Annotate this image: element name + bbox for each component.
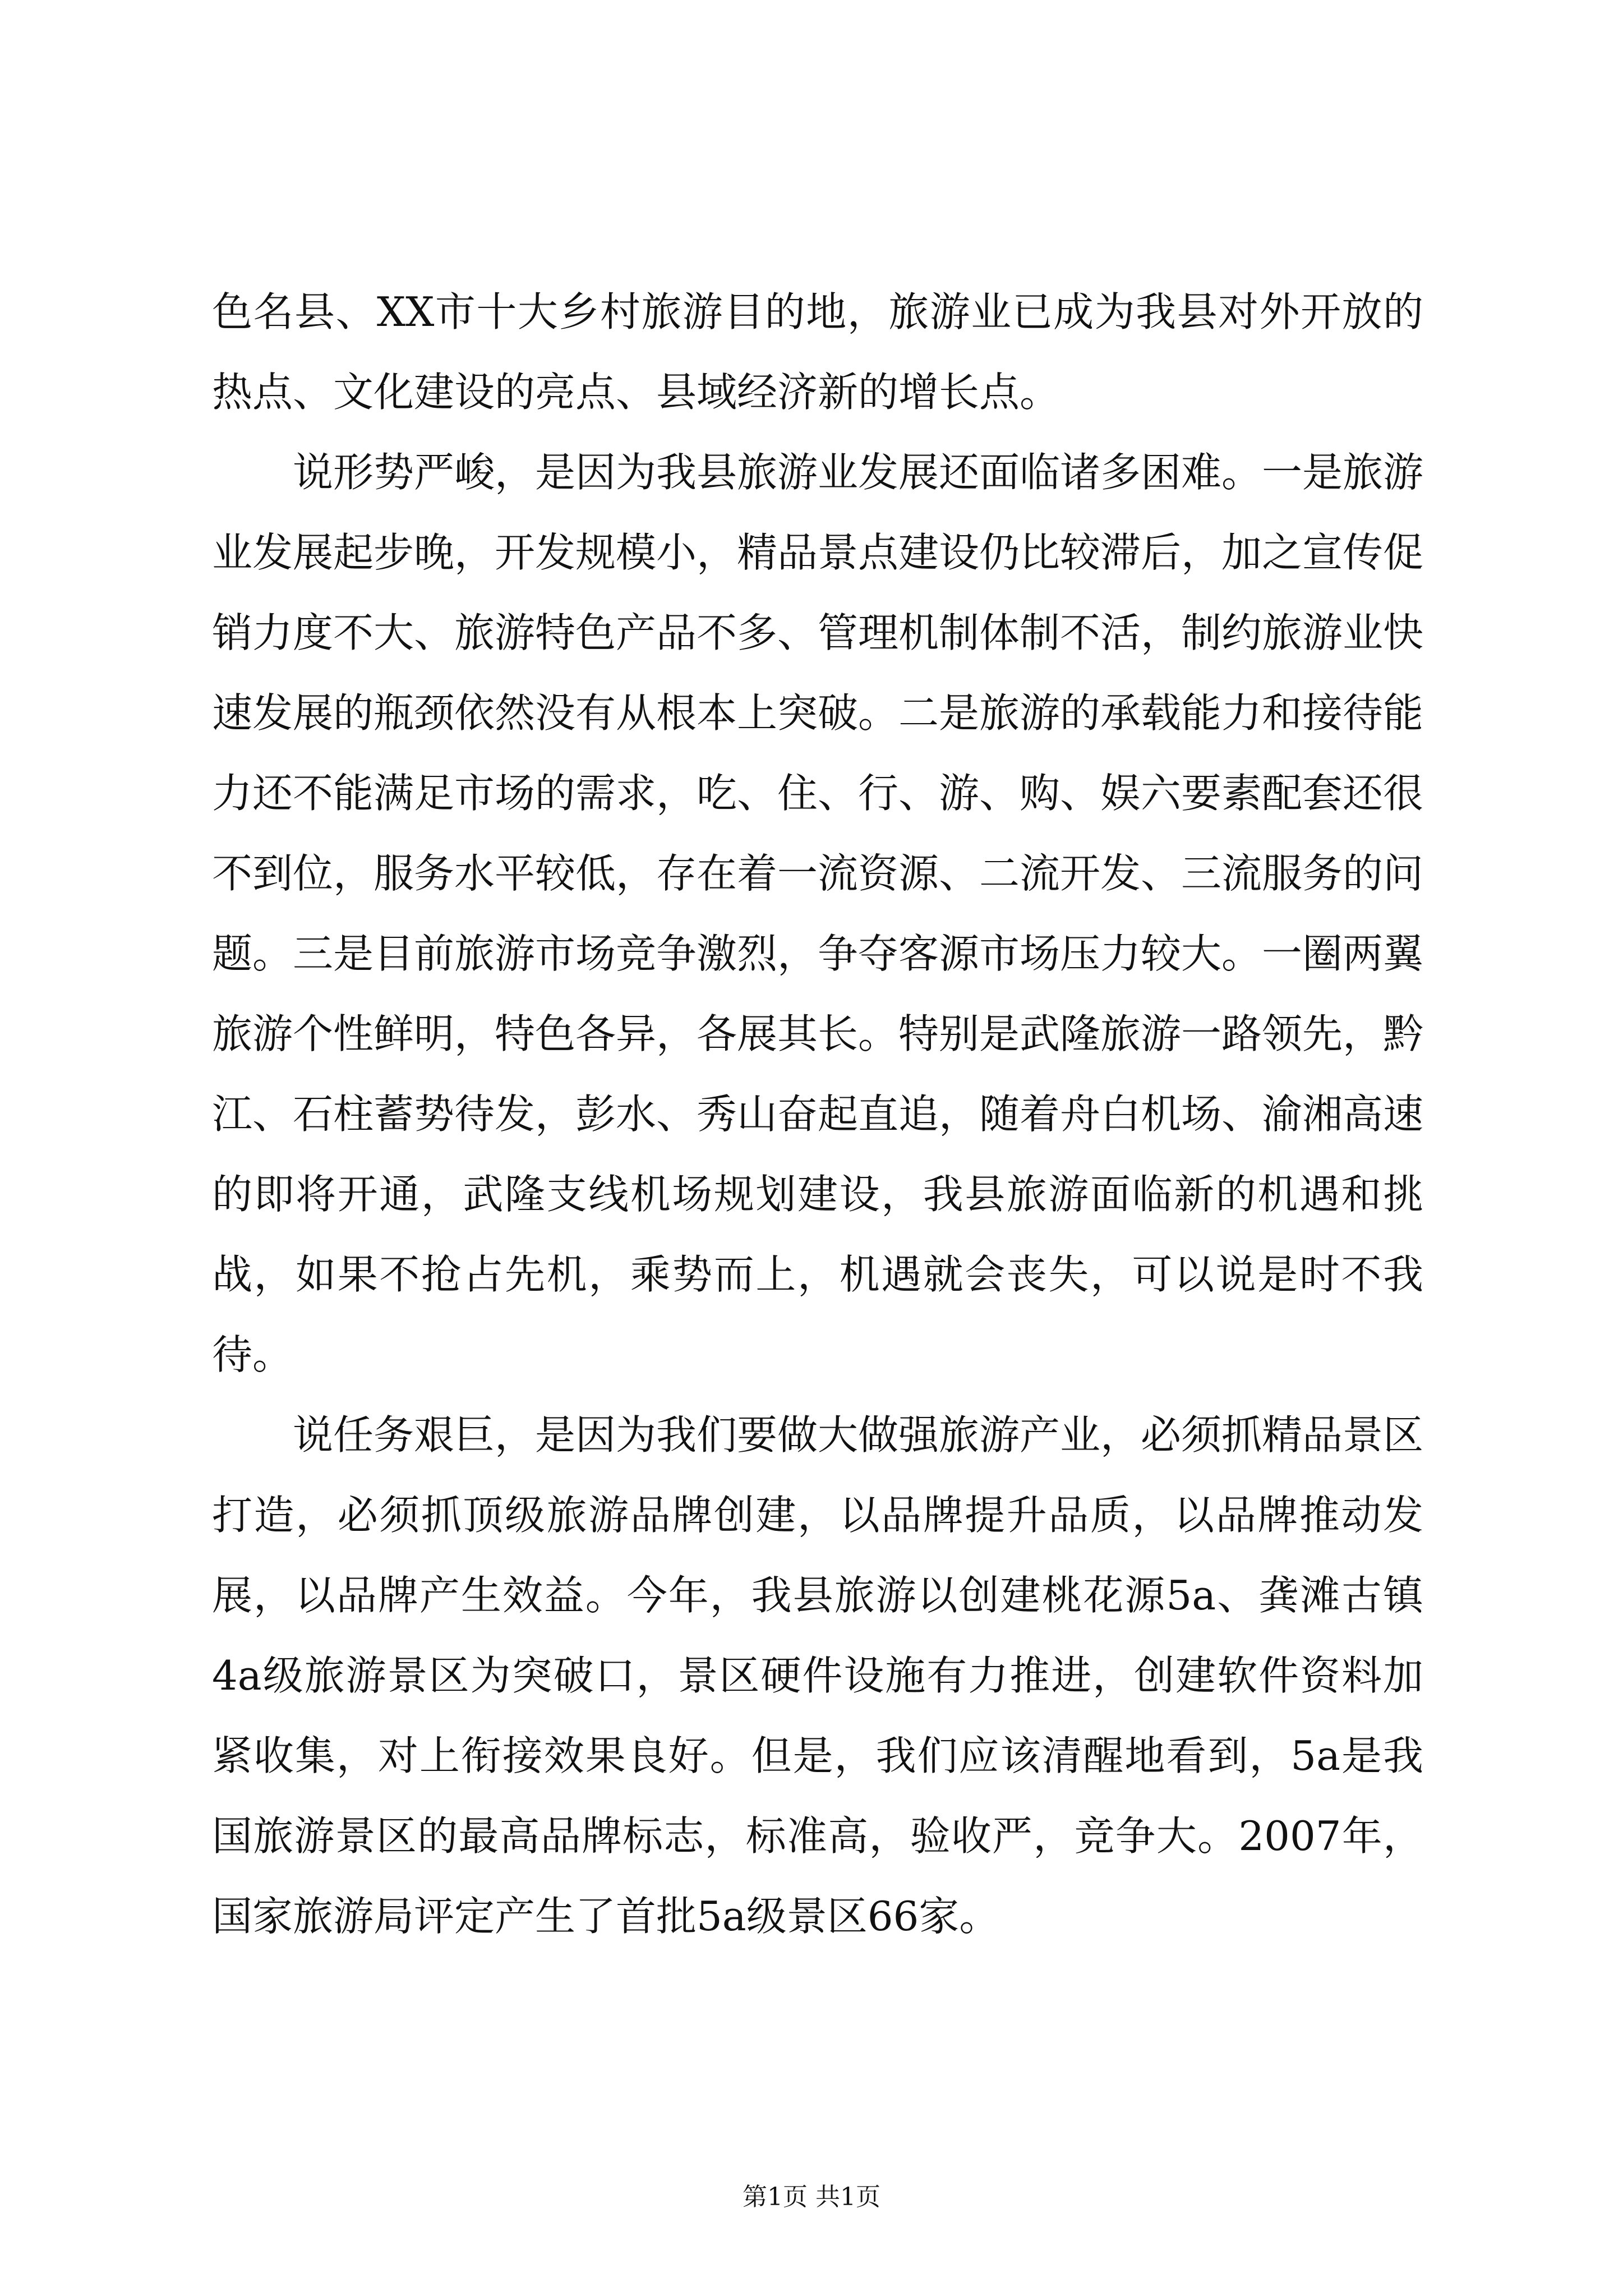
paragraph-3: 说任务艰巨，是因为我们要做大做强旅游产业，必须抓精品景区打造，必须抓顶级旅游品牌创建，以品牌提升品质，以品牌推动发展，以品牌产生效益。今年，我县旅游以创建桃花源5a、龚滩古镇4a级旅游景区为突破口，景区硬件设施有力推进，创建软件资料加紧收集，对上衔接效果良好。但是，我们应该清醒地看到，5a是我国旅游景区的最高品牌标志，标准高，验收严，竞争大。2007年，国家旅游局评定产生了首批5a级景区66家。 — [212, 1411, 1424, 1940]
page-footer: 第1页 共1页 — [743, 2183, 880, 2211]
paragraph-2: 说形势严峻，是因为我县旅游业发展还面临诸多困难。一是旅游业发展起步晚，开发规模小，精品景点建设仍比较滞后，加之宣传促销力度不大、旅游特色产品不多、管理机制体制不活，制约旅游业快速发展的瓶颈依然没有从根本上突破。二是旅游的承载能力和接待能力还不能满足市场的需求，吃、住、行、游、购、娱六要素配套还很不到位，服务水平较低，存在着一流资源、二流开发、三流服务的问题。三是目前旅游市场竞争激烈，争夺客源市场压力较大。一圈两翼旅游个性鲜明，特色各异，各展其长。特别是武隆旅游一路领先，黔江、石柱蓄势待发，彭水、秀山奋起直追，随着舟白机场、渝湘高速的即将开通，武隆支线机场规划建设，我县旅游面临新的机遇和挑战，如果不抢占先机，乘势而上，机遇就会丧失，可以说是时不我待。 — [212, 449, 1424, 1378]
paragraph-1: 色名县、XX市十大乡村旅游目的地，旅游业已成为我县对外开放的热点、文化建设的亮点、县域经济新的增长点。 — [212, 288, 1423, 416]
document-body — [212, 272, 1423, 1957]
